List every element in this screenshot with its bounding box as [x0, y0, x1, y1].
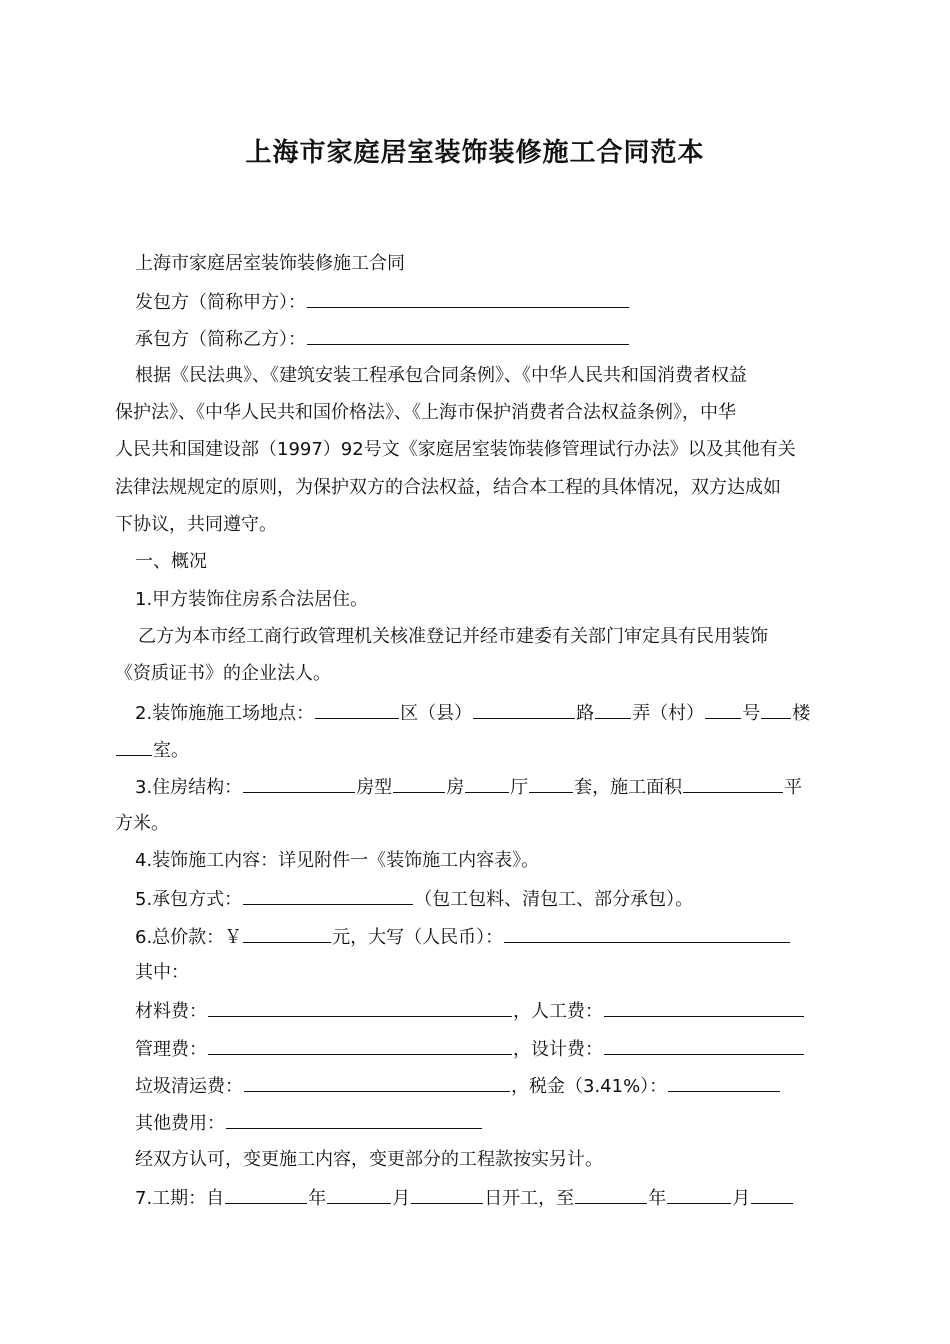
sets-blank[interactable]: [529, 774, 573, 793]
section-overview: 一、概况: [135, 551, 207, 572]
contract-type-blank[interactable]: [243, 886, 413, 905]
type-label: 房型: [356, 777, 393, 798]
intro-line: 下协议，共同遵守。: [115, 514, 277, 535]
halls-label: 厅: [510, 777, 529, 798]
party-b-blank[interactable]: [307, 326, 629, 345]
end-month-blank[interactable]: [667, 1185, 731, 1204]
total-price-blank[interactable]: [243, 924, 331, 943]
garbage-tax-line: [135, 1073, 781, 1099]
sets-label: 套，施工面积: [574, 777, 683, 798]
item-7-label: 7.工期：自: [135, 1188, 225, 1209]
change-note: 经双方认可，变更施工内容，变更部分的工程款按实另计。: [135, 1149, 603, 1170]
item-2-label: 2.装饰施施工场地点：: [135, 703, 315, 724]
end-year-label: 年: [648, 1188, 667, 1209]
item-3: [135, 774, 802, 800]
month-label: 月: [392, 1188, 411, 1209]
item-2-cont: [115, 737, 189, 763]
party-a-line: [135, 289, 630, 315]
party-a-label: 发包方（简称甲方）：: [135, 292, 306, 313]
building-blank[interactable]: [761, 700, 791, 719]
management-fee-label: 管理费：: [135, 1039, 207, 1060]
halls-blank[interactable]: [465, 774, 509, 793]
material-fee-label: 材料费：: [135, 1001, 207, 1022]
district-label: 区（县）: [400, 703, 473, 724]
other-fee-line: [135, 1110, 483, 1136]
number-blank[interactable]: [705, 700, 741, 719]
start-month-blank[interactable]: [327, 1185, 391, 1204]
start-day-label: 日开工，至: [484, 1188, 575, 1209]
item-5-label: 5.承包方式：: [135, 889, 243, 910]
rooms-label: 房: [446, 777, 465, 798]
start-year-blank[interactable]: [225, 1185, 307, 1204]
year-label: 年: [308, 1188, 327, 1209]
end-day-blank[interactable]: [751, 1185, 793, 1204]
design-fee-label: ，设计费：: [513, 1039, 603, 1060]
item-3-cont: 方米。: [115, 813, 169, 834]
party-b-label: 承包方（简称乙方）：: [135, 329, 306, 350]
management-fee-blank[interactable]: [208, 1036, 512, 1055]
other-fee-blank[interactable]: [226, 1110, 482, 1129]
garbage-fee-label: 垃圾清运费：: [135, 1076, 243, 1097]
labor-fee-blank[interactable]: [604, 998, 804, 1017]
item-2: [135, 700, 810, 726]
item-7: [135, 1185, 794, 1211]
item-6: [135, 924, 791, 950]
item-1b-line: 《资质证书》的企业法人。: [115, 663, 331, 684]
of-which: 其中：: [135, 962, 189, 983]
party-a-blank[interactable]: [307, 289, 629, 308]
area-blank[interactable]: [683, 774, 783, 793]
road-blank[interactable]: [473, 700, 575, 719]
lane-blank[interactable]: [595, 700, 631, 719]
district-blank[interactable]: [315, 700, 399, 719]
start-day-blank[interactable]: [411, 1185, 483, 1204]
contract-type-options: （包工包料、清包工、部分承包）。: [414, 889, 694, 910]
item-1b-line: 乙方为本市经工商行政管理机关核准登记并经市建委有关部门审定具有民用装饰: [138, 626, 768, 647]
yuan-label: 元，大写（人民币）：: [332, 927, 504, 948]
unit-label: 平: [784, 777, 803, 798]
room-label: 室。: [153, 740, 189, 761]
total-price-words-blank[interactable]: [504, 924, 790, 943]
building-label: 楼: [792, 703, 811, 724]
item-3-label: 3.住房结构：: [135, 777, 243, 798]
structure-blank[interactable]: [243, 774, 355, 793]
other-fee-label: 其他费用：: [135, 1113, 225, 1134]
end-year-blank[interactable]: [575, 1185, 647, 1204]
party-b-line: [135, 326, 630, 352]
intro-line: 法律法规规定的原则，为保护双方的合法权益，结合本工程的具体情况，双方达成如: [115, 477, 781, 498]
material-fee-blank[interactable]: [208, 998, 512, 1017]
intro-line: 根据《民法典》、《建筑安装工程承包合同条例》、《中华人民共和国消费者权益: [135, 365, 747, 386]
design-fee-blank[interactable]: [604, 1036, 804, 1055]
room-blank[interactable]: [116, 737, 152, 756]
material-labor-line: [135, 998, 805, 1024]
intro-line: 保护法》、《中华人民共和国价格法》、《上海市保护消费者合法权益条例》，中华: [115, 402, 736, 423]
item-6-label: 6.总价款：￥: [135, 927, 243, 948]
tax-blank[interactable]: [668, 1073, 780, 1092]
end-month-label: 月: [732, 1188, 751, 1209]
road-label: 路: [576, 703, 595, 724]
contract-heading: 上海市家庭居室装饰装修施工合同: [135, 253, 405, 274]
labor-fee-label: ，人工费：: [513, 1001, 603, 1022]
lane-label: 弄（村）: [632, 703, 705, 724]
tax-label: ，税金（3.41%）：: [511, 1076, 668, 1097]
item-5: [135, 886, 693, 912]
document-title: 上海市家庭居室装饰装修施工合同范本: [245, 138, 705, 168]
rooms-blank[interactable]: [393, 774, 445, 793]
garbage-fee-blank[interactable]: [244, 1073, 510, 1092]
item-1: 1.甲方装饰住房系合法居住。: [135, 589, 369, 610]
item-4: 4.装饰施工内容：详见附件一《装饰施工内容表》。: [135, 850, 540, 871]
intro-line: 人民共和国建设部（1997）92号文《家庭居室装饰装修管理试行办法》以及其他有关: [115, 439, 796, 460]
management-design-line: [135, 1036, 805, 1062]
number-label: 号: [742, 703, 761, 724]
